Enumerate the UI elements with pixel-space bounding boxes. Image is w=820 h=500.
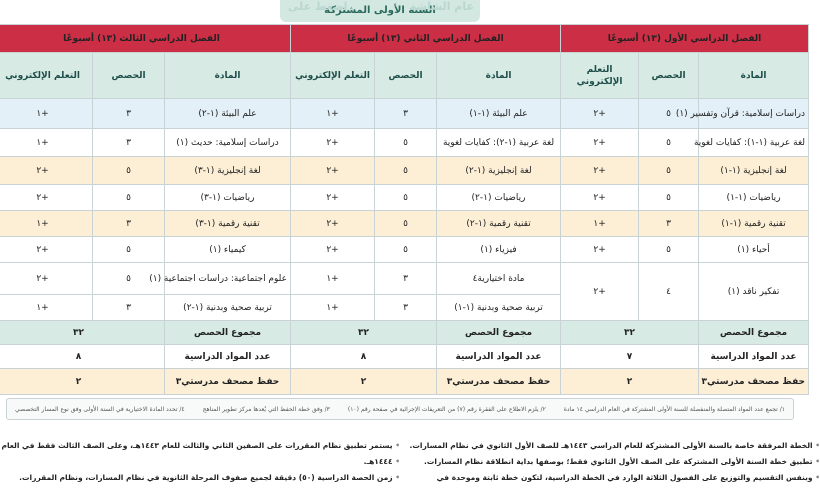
periods-cell: ٥ <box>93 237 165 263</box>
col-subject: المادة <box>165 53 291 99</box>
elearning-cell: +٢ <box>561 129 639 157</box>
periods-cell: ٥ <box>375 237 437 263</box>
subject-cell: أحياء (١) <box>699 237 809 263</box>
subject-cell: كيمياء (١) <box>165 237 291 263</box>
col-periods: الحصص <box>639 53 699 99</box>
footer-left-column <box>1 438 400 486</box>
subject-cell: تقنية رقمية (١-١) <box>699 211 809 237</box>
footnote: ٤/ تحدد المادة الاختيارية في السنة الأولى وفق نوع المسار التخصصي <box>15 405 185 413</box>
periods-cell: ٣ <box>375 99 437 129</box>
semester-1-header: الفصل الدراسي الأول (١٣) أسبوعًا <box>561 25 809 53</box>
memorize-label: حفظ مصحف مدرستي٣ <box>699 369 809 395</box>
footnotes-bar <box>6 398 794 420</box>
periods-cell: ٣ <box>93 129 165 157</box>
table-row <box>0 263 809 295</box>
periods-cell: ٣ <box>93 211 165 237</box>
total-label: مجموع الحصص <box>165 321 291 345</box>
subject-cell: لغة إنجليزية (١-٢) <box>437 157 561 185</box>
subject-cell: دراسات إسلامية: حديث (١) <box>165 129 291 157</box>
elearning-cell: +١ <box>291 295 375 321</box>
subject-cell: مادة اختيارية٤ <box>437 263 561 295</box>
elearning-cell: +٢ <box>561 157 639 185</box>
semester-3-header: الفصل الدراسي الثالث (١٣) أسبوعًا <box>0 25 291 53</box>
top-banner[interactable] <box>280 0 480 22</box>
subject-cell: تربية صحية وبدنية (١-١) <box>437 295 561 321</box>
subject-cell: تربية صحية وبدنية (١-٢) <box>165 295 291 321</box>
table-row <box>0 99 809 129</box>
col-elearning: التعلم الإلكتروني <box>0 53 93 99</box>
footer-note: • يستمر تطبيق نظام المقررات على الصفين الثاني والثالث للعام ١٤٤٣هـ، وعلى الصف الثالث فقط في العام <box>40 438 400 454</box>
subject-cell: رياضيات (١-٢) <box>437 185 561 211</box>
total-periods-row <box>0 321 809 345</box>
total-value: ٣٢ <box>561 321 699 345</box>
footer-note: • وبنفس التقسيم والتوزيع على الفصول الثلاثة الوارد في الخطة الدراسية، لتكون خطة ثابتة وموحدة في <box>440 470 820 486</box>
footer-right-column <box>409 438 820 486</box>
subject-count-row <box>0 345 809 369</box>
memorize-value: ٢ <box>561 369 699 395</box>
elearning-cell: +١ <box>0 211 93 237</box>
subject-cell: تقنية رقمية (١-٢) <box>437 211 561 237</box>
count-value: ٨ <box>291 345 437 369</box>
elearning-cell: +٢ <box>291 237 375 263</box>
col-subject: المادة <box>437 53 561 99</box>
periods-cell: ٣ <box>639 211 699 237</box>
total-label: مجموع الحصص <box>699 321 809 345</box>
periods-cell: ٣ <box>375 263 437 295</box>
total-value: ٣٢ <box>0 321 165 345</box>
total-label: مجموع الحصص <box>437 321 561 345</box>
col-subject: المادة <box>699 53 809 99</box>
col-periods: الحصص <box>375 53 437 99</box>
elearning-cell: +٢ <box>291 129 375 157</box>
memorize-value: ٢ <box>291 369 437 395</box>
elearning-cell: +١ <box>0 295 93 321</box>
subject-cell: علم البيئة (١-٢) <box>165 99 291 129</box>
banner-title: السنة الأولى المشتركة <box>324 5 436 16</box>
periods-cell: ٤ <box>639 263 699 321</box>
elearning-cell: +٢ <box>561 237 639 263</box>
count-value: ٨ <box>0 345 165 369</box>
periods-cell: ٣ <box>375 295 437 321</box>
memorize-value: ٢ <box>0 369 165 395</box>
subject-cell: رياضيات (١-١) <box>699 185 809 211</box>
elearning-cell: +١ <box>291 263 375 295</box>
col-elearning: التعلم الإلكتروني <box>561 53 639 99</box>
elearning-cell: +٢ <box>0 263 93 295</box>
subject-cell: تقنية رقمية (١-٣) <box>165 211 291 237</box>
memorize-label: حفظ مصحف مدرستي٣ <box>165 369 291 395</box>
table-row <box>0 185 809 211</box>
footnote: ١/ تجمع عدد المواد المتصلة والمنفصلة للسنة الأولى المشتركة في العام الدراسي ١٤ مادة <box>563 405 785 413</box>
count-label: عدد المواد الدراسية <box>699 345 809 369</box>
periods-cell: ٥ <box>639 129 699 157</box>
periods-cell: ٥ <box>93 157 165 185</box>
elearning-cell: +٢ <box>561 99 639 129</box>
elearning-cell: +١ <box>0 129 93 157</box>
total-value: ٣٢ <box>291 321 437 345</box>
count-value: ٧ <box>561 345 699 369</box>
elearning-cell: +١ <box>291 99 375 129</box>
study-plan-table <box>0 24 809 395</box>
table-row <box>0 157 809 185</box>
subject-cell: علوم اجتماعية: دراسات اجتماعية (١) <box>165 263 291 295</box>
table-row <box>0 237 809 263</box>
subject-cell: لغة إنجليزية (١-٣) <box>165 157 291 185</box>
elearning-cell: +٢ <box>291 157 375 185</box>
subject-cell: فيزياء (١) <box>437 237 561 263</box>
footer-note: • زمن الحصة الدراسية (٥٠) دقيقة لجميع صفوف المرحلة الثانوية في نظام المسارات، ونظام المقررات. <box>40 470 400 486</box>
subject-cell: دراسات إسلامية: قرآن وتفسير (١) <box>699 99 809 129</box>
footer-note: • تطبيق خطة السنة الأولى المشتركة على الصف الأول الثانوي فقط؛ بوصفها بداية انطلاقة نظام المسارات. <box>440 454 820 470</box>
banner-ghost-right: عام الشاشة <box>409 0 474 13</box>
elearning-cell: +١ <box>561 211 639 237</box>
elearning-cell: +٢ <box>561 263 639 321</box>
count-label: عدد المواد الدراسية <box>165 345 291 369</box>
elearning-cell: +١ <box>0 99 93 129</box>
elearning-cell: +٢ <box>561 185 639 211</box>
table-row <box>0 129 809 157</box>
footer-note: • الخطة المرفقة خاصة بالسنة الأولى المشتركة للعام الدراسي ١٤٤٣هـ للصف الأول الثانوي في نظام المسارات. <box>440 438 820 454</box>
subject-cell: تفكير ناقد (١) <box>699 263 809 321</box>
subject-cell: علم البيئة (١-١) <box>437 99 561 129</box>
elearning-cell: +٢ <box>291 211 375 237</box>
periods-cell: ٥ <box>639 185 699 211</box>
elearning-cell: +٢ <box>291 185 375 211</box>
semester-2-header: الفصل الدراسي الثاني (١٣) أسبوعًا <box>291 25 561 53</box>
elearning-cell: +٢ <box>0 237 93 263</box>
footnote: ٣/ وفق خطة الحفظ التي يُعدها مركز تطوير المناهج <box>202 405 330 413</box>
periods-cell: ٥ <box>639 237 699 263</box>
elearning-cell: +٢ <box>0 157 93 185</box>
memorize-label: حفظ مصحف مدرستي٣ <box>437 369 561 395</box>
periods-cell: ٥ <box>93 263 165 295</box>
periods-cell: ٥ <box>375 211 437 237</box>
col-elearning: التعلم الإلكتروني <box>291 53 375 99</box>
subject-cell: لغة عربية (١-٢): كفايات لغوية <box>437 129 561 157</box>
count-label: عدد المواد الدراسية <box>437 345 561 369</box>
table-row <box>0 211 809 237</box>
periods-cell: ٥ <box>93 185 165 211</box>
periods-cell: ٥ <box>639 157 699 185</box>
subject-cell: لغة عربية (١-١): كفايات لغوية <box>699 129 809 157</box>
periods-cell: ٥ <box>375 157 437 185</box>
footer-note: • ١٤٤٤هـ. <box>40 454 400 470</box>
footnote: ٢/ يلزم الاطلاع على الفقرة رقم (٧) من التعريفات الإجرائية في صفحة رقم (١٠) <box>347 405 546 413</box>
subject-cell: رياضيات (١-٣) <box>165 185 291 211</box>
banner-ghost-left: اضغط على <box>288 0 348 13</box>
periods-cell: ٣ <box>93 99 165 129</box>
elearning-cell: +٢ <box>0 185 93 211</box>
col-periods: الحصص <box>93 53 165 99</box>
subject-cell: لغة إنجليزية (١-١) <box>699 157 809 185</box>
memorization-row <box>0 369 809 395</box>
periods-cell: ٣ <box>93 295 165 321</box>
periods-cell: ٥ <box>639 99 699 129</box>
periods-cell: ٥ <box>375 129 437 157</box>
footer-notes <box>0 438 813 500</box>
periods-cell: ٥ <box>375 185 437 211</box>
